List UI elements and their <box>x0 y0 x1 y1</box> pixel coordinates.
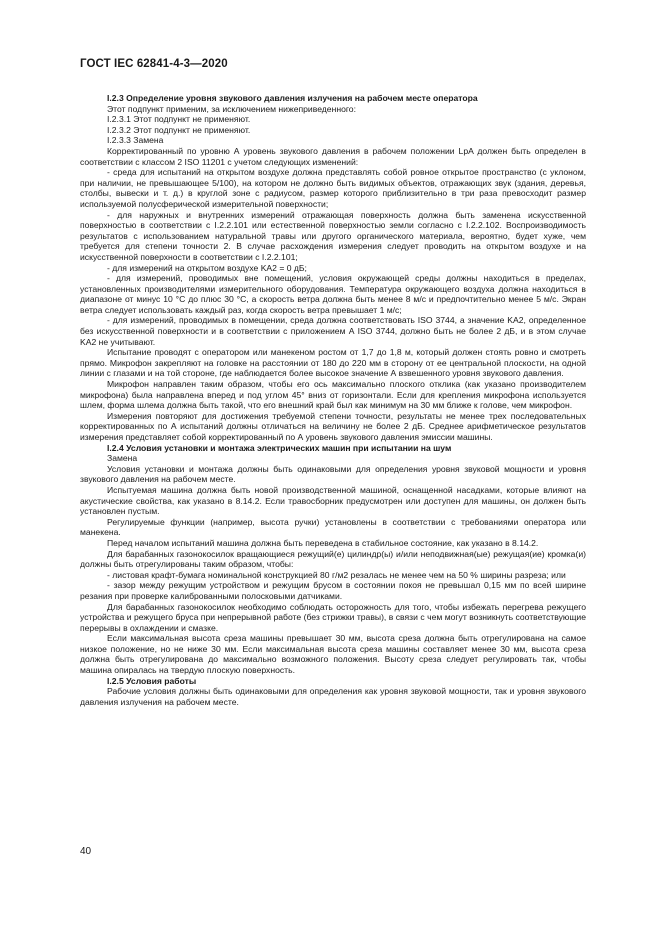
paragraph: Перед началом испытаний машина должна быть переведена в стабильное состояние, как указано в 8.14.2. <box>107 537 539 548</box>
paragraph: - среда для испытаний на открытом воздухе должна представлять собой ровное открытое пространство (с уклоном, при наличии, не превышающее 5/100), на котором не должно быть видимых объектов, отражающих звук (здания, деревья, столбы, вывески и т. д.) в круглой зоне с радиусом, размер которого приблизительно в три раза превосходит размер используемой полусферической измерительной поверхности; <box>80 167 586 209</box>
paragraph: I.2.3.2 Этот подпункт не применяют. <box>107 124 251 135</box>
paragraph: Корректированный по уровню А уровень звукового давления в рабочем положении LpA должен быть определен в соответствии с классом 2 ISO 11201 с учетом следующих изменений: <box>80 145 586 167</box>
paragraph: I.2.3.3 Замена <box>107 135 164 146</box>
paragraph: Микрофон направлен таким образом, чтобы его ось максимально плоского отклика (как указано производителем микрофона) была направлена вперед и под углом 45° вниз от горизонтали. Если для крепления микрофона используется шлем, форма шлема должна быть такой, что его внешний край был как минимум на 30 мм ближе к голове, чем микрофон. <box>80 379 586 411</box>
paragraph: - для измерений, проводимых в помещении, среда должна соответствовать ISO 3744, а значение KA2, определенное без искусственной поверхности и в соответствии с приложением А ISO 3744, должно быть не более 2 дБ, и в этом случае KA2 не учитывают. <box>80 315 586 347</box>
section-heading: I.2.4 Условия установки и монтажа электрических машин при испытании на шум <box>107 442 452 453</box>
paragraph: Испытание проводят с оператором или манекеном ростом от 1,7 до 1,8 м, который должен стоять ровно и смотреть прямо. Микрофон закрепляют на головке на расстоянии от 180 до 220 мм в сторону от ее центральной плоскости, на одной линии с глазами и на той стороне, где наблюдается более высокое значение А взвешенного уровня звукового давления. <box>80 347 586 379</box>
paragraph: Измерения повторяют для достижения требуемой степени точности, результаты не менее трех последовательных корректированных по А испытаний должны отличаться на величину не более 2 дБ. Среднее арифметическое результатов измерения представляет собой корректированный по А уровень звукового давления эмиссии машины. <box>80 410 586 442</box>
paragraph: Для барабанных газонокосилок необходимо соблюдать осторожность для того, чтобы избежать перегрева режущего устройства и режущего бруса при непрерывной работе (без стрижки травы), в связи с чем могут возникнуть соответствующие перерывы в охлаждении и смазке. <box>80 601 586 633</box>
paragraph: - для измерений на открытом воздухе KA2 = 0 дБ; <box>107 262 307 273</box>
paragraph: Испытуемая машина должна быть новой производственной машиной, оснащенной насадками, которые влияют на акустические свойства, как указано в 8.14.2. Если травосборник предусмотрен или доступен для машины, он должен быть установлен пустым. <box>80 484 586 517</box>
paragraph: - листовая крафт-бумага номинальной конструкцией 80 г/м2 резалась не менее чем на 50 % ширины разреза; или <box>107 569 566 580</box>
paragraph: Для барабанных газонокосилок вращающиеся режущий(е) цилиндр(ы) и/или неподвижная(ые) режущая(ие) кромка(и) должны быть отрегулированы таким образом, чтобы: <box>80 548 586 570</box>
page-number: 40 <box>80 846 92 857</box>
paragraph: - для наружных и внутренних измерений отражающая поверхность должна быть заменена искусственной поверхностью в соответствии с I.2.2.101 или естественной поверхностью земли согласно с I.2.2.102. Воспроизводимость результатов с использованием натуральной травы или другого органического материала, вероятно, будет хуже, чем требуется для степени точности 2. В случае расхождения измерения следует проводить на открытом воздухе и на искусственной поверхности в соответствии с I.2.2.101; <box>80 209 586 262</box>
paragraph: Рабочие условия должны быть одинаковыми для определения как уровня звуковой мощности, так и уровня звукового давления излучения на рабочем месте. <box>80 686 586 707</box>
paragraph: Условия установки и монтажа должны быть одинаковыми для определения уровня звуковой мощности и уровня звукового давления на рабочем месте. <box>80 463 586 485</box>
section-heading: I.2.3 Определение уровня звукового давления излучения на рабочем месте оператора <box>107 93 478 103</box>
paragraph: - для измерений, проводимых вне помещений, условия окружающей среды должны находиться в пределах, установленных производителями измерительного оборудования. Температура окружающего воздуха должна находиться в диапазоне от минус 10 °С до плюс 30 °С, а скорость ветра должна быть менее 8 м/с и предпочтительно менее 5 м/с. Экран ветра следует использовать каждый раз, когда скорость ветра превышает 1 м/с; <box>80 273 586 315</box>
paragraph: Регулируемые функции (например, высота ручки) установлены в соответствии с требованиями оператора или манекена. <box>80 516 586 538</box>
document-body <box>80 93 586 707</box>
paragraph: Если максимальная высота среза машины превышает 30 мм, высота среза должна быть отрегулирована на самое низкое положение, но не ниже 30 мм. Если максимальная высота среза машины составляет менее 30 мм, высота среза должна быть отрегулирована до максимально возможного положения. Высоту среза следует регулировать так, чтобы машина опиралась на твердую плоскую поверхность. <box>80 633 586 676</box>
paragraph: Замена <box>107 453 138 464</box>
paragraph: I.2.3.1 Этот подпункт не применяют. <box>107 114 251 125</box>
paragraph: Этот подпункт применим, за исключением нижеприведенного: <box>107 103 356 114</box>
standard-header: ГОСТ IEC 62841-4-3—2020 <box>80 58 228 70</box>
section-heading: I.2.5 Условия работы <box>107 675 197 686</box>
paragraph: - зазор между режущим устройством и режущим брусом в состоянии покоя не превышал 0,15 мм по всей ширине резания при проверке калиброванными полосковыми датчиками. <box>80 580 586 601</box>
